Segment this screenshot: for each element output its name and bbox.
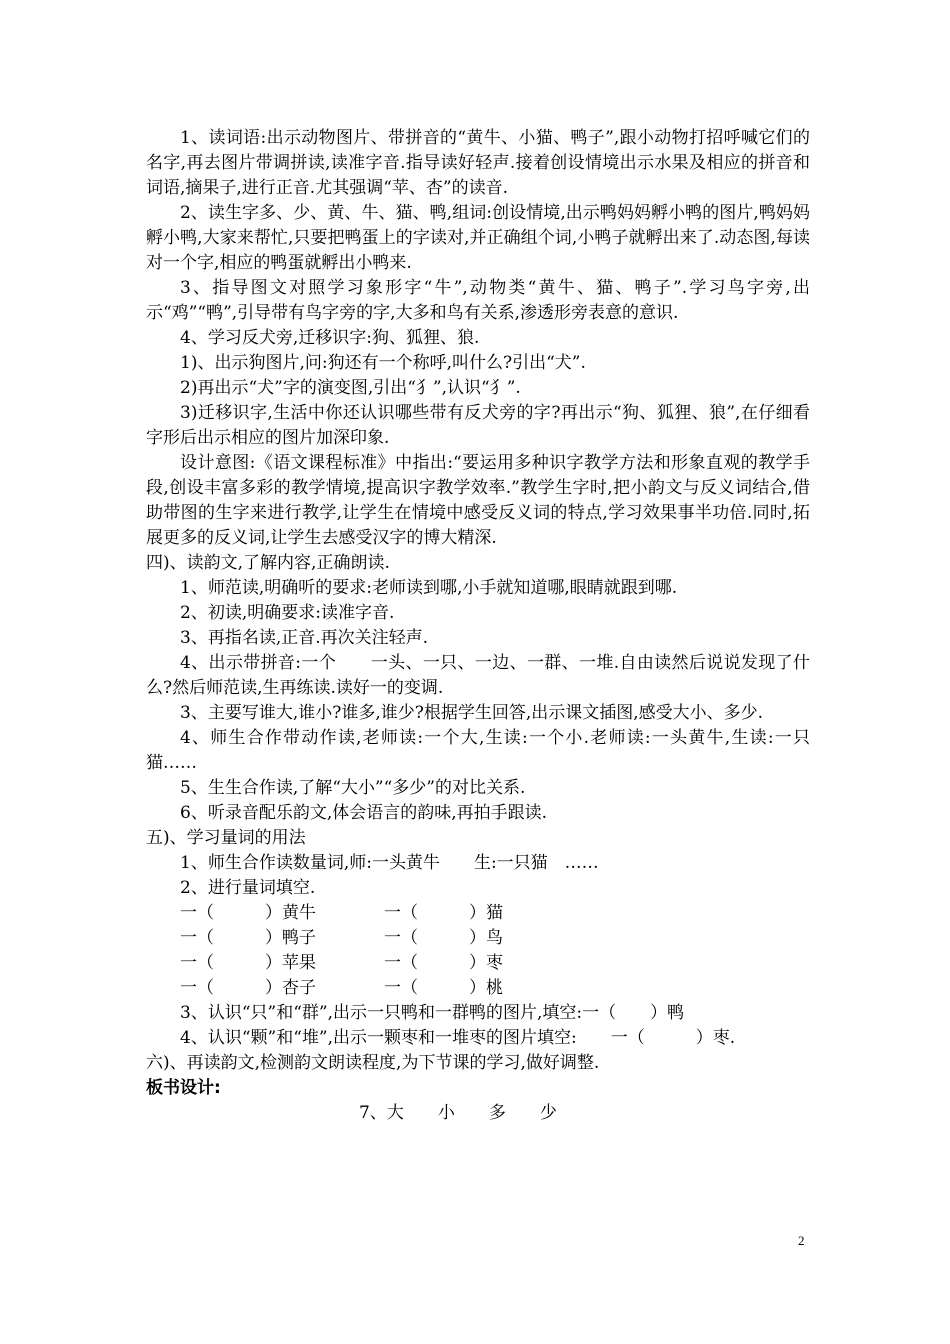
section-heading-5: 五)、学习量词的用法	[146, 828, 306, 848]
paragraph: 2、初读,明确要求:读准字音.	[180, 603, 395, 623]
fill-blank-row: 一（ ）杏子 一（ ）桃	[180, 978, 503, 998]
body-text	[146, 126, 810, 1126]
paragraph: 3、再指名读,正音.再次关注轻声.	[180, 628, 429, 648]
design-intent-paragraph: 设计意图:《语文课程标准》中指出:“要运用多种识字教学方法和形象直观的教学手段,创设丰富多彩的教学情境,提高识字教学效率.”教学生字时,把小韵文与反义词结合,借助带图的生字来进行教学,让学生在情境中感受反义词的特点,学习效果事半功倍.同时,拓展更多的反义词,让学生去感受汉字的博大精深.	[146, 453, 810, 548]
board-design-label: 板书设计:	[146, 1078, 221, 1098]
paragraph: 3)迁移识字,生活中你还认识哪些带有反犬旁的字?再出示“狗、狐狸、狼”,在仔细看字形后出示相应的图片加深印象.	[146, 403, 810, 448]
paragraph: 2)再出示“犬”字的演变图,引出“犭”,认识“犭”.	[180, 378, 521, 398]
paragraph: 6、听录音配乐韵文,体会语言的韵味,再拍手跟读.	[180, 803, 548, 823]
paragraph: 3、指导图文对照学习象形字“牛”,动物类“黄牛、猫、鸭子”.学习鸟字旁,出示“鸡”“鸭”,引导带有鸟字旁的字,大多和鸟有关系,渗透形旁表意的意识.	[146, 278, 810, 323]
paragraph: 1、读词语:出示动物图片、带拼音的“黄牛、小猫、鸭子”,跟小动物打招呼喊它们的名字,再去图片带调拼读,读准字音.指导读好轻声.接着创设情境出示水果及相应的拼音和词语,摘果子,进行正音.尤其强调“苹、杏”的读音.	[146, 128, 810, 198]
fill-blank-row: 一（ ）鸭子 一（ ）鸟	[180, 928, 503, 948]
paragraph: 4、认识“颗”和“堆”,出示一颗枣和一堆枣的图片填空: 一（ ）枣.	[180, 1028, 736, 1048]
paragraph: 2、读生字多、少、黄、牛、猫、鸭,组词:创设情境,出示鸭妈妈孵小鸭的图片,鸭妈妈孵小鸭,大家来帮忙,只要把鸭蛋上的字读对,并正确组个词,小鸭子就孵出来了.动态图,每读对一个字,相应的鸭蛋就孵出小鸭来.	[146, 203, 810, 273]
section-heading-4: 四)、读韵文,了解内容,正确朗读.	[146, 553, 390, 573]
board-design-title: 7、大 小 多 少	[359, 1103, 557, 1123]
paragraph: 3、主要写谁大,谁小?谁多,谁少?根据学生回答,出示课文插图,感受大小、多少.	[180, 703, 764, 723]
paragraph: 1)、出示狗图片,问:狗还有一个称呼,叫什么?引出“犬”.	[180, 353, 586, 373]
paragraph: 4、出示带拼音:一个 一头、一只、一边、一群、一堆.自由读然后说说发现了什么?然后师范读,生再练读.读好一的变调.	[146, 653, 810, 698]
paragraph: 4、学习反犬旁,迁移识字:狗、狐狸、狼.	[180, 328, 480, 348]
paragraph: 1、师生合作读数量词,师:一头黄牛 生:一只猫 ……	[180, 853, 599, 873]
paragraph: 1、师范读,明确听的要求:老师读到哪,小手就知道哪,眼睛就跟到哪.	[180, 578, 678, 598]
page-number: 2	[798, 1233, 805, 1248]
fill-blank-row: 一（ ）苹果 一（ ）枣	[180, 953, 503, 973]
fill-blank-row: 一（ ）黄牛 一（ ）猫	[180, 903, 503, 923]
paragraph: 4、师生合作带动作读,老师读:一个大,生读:一个小.老师读:一头黄牛,生读:一只猫……	[146, 728, 810, 773]
paragraph: 5、生生合作读,了解“大小”“多少”的对比关系.	[180, 778, 526, 798]
paragraph: 2、进行量词填空.	[180, 878, 316, 898]
paragraph: 3、认识“只”和“群”,出示一只鸭和一群鸭的图片,填空:一（ ）鸭	[180, 1003, 685, 1023]
section-heading-6: 六)、再读韵文,检测韵文朗读程度,为下节课的学习,做好调整.	[146, 1053, 600, 1073]
